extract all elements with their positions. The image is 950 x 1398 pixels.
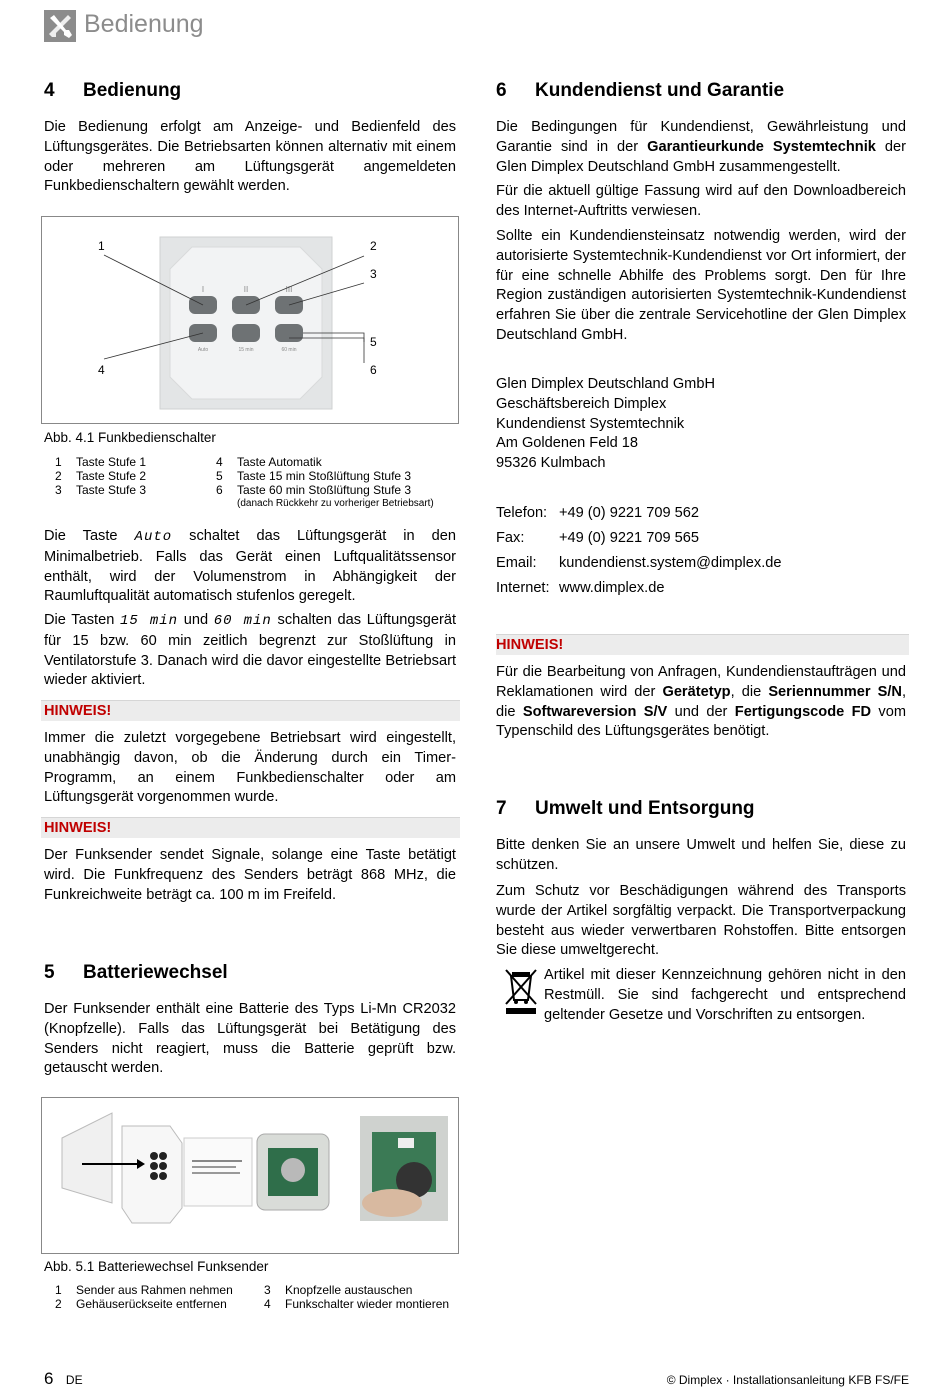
phone-value: +49 (0) 9221 709 562 [559,505,699,521]
legend-num: 2 [55,469,62,483]
legend-text: Taste Stufe 2 [76,469,147,483]
bold-span: Softwareversion S/V [522,703,668,720]
footer-right: © Dimplex · Installationsanleitung KFB FS/FE [666,1373,909,1387]
figure-4-legend-right [216,455,434,511]
address-line: Glen Dimplex Deutschland GmbH [496,376,715,392]
legend-text: Sender aus Rahmen nehmen [76,1283,233,1297]
legend-num: 2 [55,1297,62,1311]
tools-icon [44,10,76,42]
section-title: Umwelt und Entsorgung [535,798,755,819]
text-span: Die Tasten [44,612,115,628]
legend-text: Taste 60 min Stoßlüftung Stufe 3 [237,483,412,497]
contact-label: Fax: [496,530,525,546]
section-title: Bedienung [83,80,182,101]
s4-tasten-paragraph [44,611,456,691]
section-number: 4 [44,80,55,101]
s7-p3: Artikel mit dieser Kennzeichnung gehören nicht in den Restmüll. Sie sind fachgerecht und entsprechend geltender Gesetze und Vorschriften zu entsorgen. [544,967,906,1023]
figure-5-caption: Abb. 5.1 Batteriewechsel Funksender [44,1259,269,1274]
legend-text: Funkschalter wieder montieren [285,1297,450,1311]
address-block [496,375,715,474]
s5-text: Der Funksender enthält eine Batterie des Typs Li-Mn CR2032 (Knopfzelle). Falls das Lüftungsgerät bei Betätigung des Senders nicht reagiert, muss die Batterie geprüft bzw. getauscht werden. [44,1001,456,1077]
bold-span: Gerätetyp [662,683,731,700]
section-title: Kundendienst und Garantie [535,80,785,101]
callout-2: 2 [370,239,377,253]
text-span: der Glen Dimplex Deutschland GmbH zusammengestellt. [496,138,906,175]
callout-3: 3 [370,267,377,281]
address-line: Geschäftsbereich Dimplex [496,395,667,412]
legend-num: 3 [55,483,62,497]
s7-p1: Bitte denken Sie an unsere Umwelt und helfen Sie, diese zu schützen. [496,837,906,873]
s6-p2: Für die aktuell gültige Fassung wird auf den Downloadbereich des Internet-Auftritts verwiesen. [496,183,906,219]
email-link[interactable]: kundendienst.system@dimplex.de [559,555,782,571]
address-line: Kundendienst Systemtechnik [496,415,685,432]
legend-text: Taste Stufe 3 [76,483,147,497]
weee-bin-icon [503,966,539,1016]
label-top-2: II [243,285,249,294]
callout-6: 6 [370,363,377,377]
battery-change-illustration [42,1098,458,1253]
legend-text: Taste Stufe 1 [76,455,147,469]
section-7-heading [496,798,755,820]
section-4-heading [44,80,181,102]
s7-p2: Zum Schutz vor Beschädigungen während des Transports wurde der Artikel sorgfältig verpackt. Die Transportverpackung besteht aus wieder verwertbaren Rohstoffen. Bitte entsorgen Sie diese umweltgerecht. [496,883,906,959]
label-top-1: I [201,285,205,294]
bold-span: Fertigungscode FD [734,703,872,720]
hinweis-3-text [496,663,906,742]
address-line: 95326 Kulmbach [496,455,606,472]
switch-illustration [42,217,458,423]
footer-left [44,1369,83,1389]
legend-num: 4 [264,1297,271,1311]
section-number: 6 [496,80,507,101]
figure-4-caption: Abb. 4.1 Funkbedienschalter [44,430,216,445]
label-bottom-1: Auto [197,347,209,353]
fax-value: +49 (0) 9221 709 565 [559,530,699,546]
s6-p3: Sollte ein Kundendiensteinsatz notwendig werden, wird der autorisierte Systemtechnik-Kundendienst vor Ort informiert, der für eine schnelle Abhilfe des Problems sorgt. Den für Ihre Region zuständigen autorisierten Systemtechnik-Kundendienst erfahren Sie über die zentrale Servicehotline der Glen Dimplex Deutschland GmbH. [496,228,906,343]
address-line: Am Goldenen Feld 18 [496,435,638,452]
contact-label: Email: [496,555,537,571]
bold-span: Seriennummer S/N [768,683,902,700]
header-title: Bedienung [84,10,204,38]
hinweis-2-bar: HINWEIS! [41,817,460,838]
section-6-heading [496,80,784,102]
text-span: und [183,612,209,628]
label-bottom-2: 15 min [238,347,254,353]
label-top-3: III [285,285,293,294]
hinweis-1-text: Immer die zuletzt vorgegebene Betriebsart wird eingestellt, unabhängig davon, ob die Änderung durch ein Timer-Programm, an einem Funkbedienschalter oder am Lüftungsgerät vorgenommen wurde. [44,730,456,806]
contact-label: Internet: [496,580,550,596]
s4-auto-paragraph [44,527,456,607]
s6-p1 [496,118,906,177]
hinweis-3-bar: HINWEIS! [496,634,909,655]
legend-text: Taste 15 min Stoßlüftung Stufe 3 [237,469,412,483]
figure-4-legend-left [55,455,146,497]
legend-text: Knopfzelle austauschen [285,1283,413,1297]
contact-table [496,504,781,604]
legend-text: Gehäuserückseite entfernen [76,1297,227,1311]
text-span: und der [674,703,728,720]
figure-5-legend-left [55,1283,233,1311]
legend-num: 1 [55,455,62,469]
legend-num: 4 [216,455,223,469]
figure-funkbedienschalter [41,216,459,424]
legend-num: 3 [264,1283,271,1297]
figure-5-legend-right [264,1283,449,1311]
callout-5: 5 [370,335,377,349]
s4-intro: Die Bedienung erfolgt am Anzeige- und Bedienfeld des Lüftungsgerätes. Die Betriebsarten können alternativ mit einem oder mehreren am Lüftungsgerät angemeldeten Funkbedienschaltern gewählt werden. [44,119,456,195]
section-title: Batteriewechsel [83,962,228,983]
legend-text: Taste Automatik [237,455,322,469]
text-span: , die [496,683,906,720]
label-bottom-3: 60 min [281,347,297,353]
callout-4: 4 [98,363,105,377]
contact-label: Telefon: [496,505,548,521]
page-number: 6 [44,1369,54,1388]
text-span: Die Taste [44,528,118,544]
hinweis-2-text: Der Funksender sendet Signale, solange eine Taste betätigt wird. Die Funkfrequenz des Senders beträgt 868 MHz, die Funkreichweite beträgt ca. 100 m im Freifeld. [44,847,456,903]
text-span: , die [730,683,762,700]
text-span: schalten das Lüftungsgerät für 15 bzw. 60 min zeitlich begrenzt zur Stoßlüftung in Ventilatorstufe 3. Danach wird die davor eingestellte Betriebsart wieder aktiviert. [44,612,457,689]
text-span: Für die Bearbeitung von Anfragen, Kundendienstaufträgen und Reklamationen wird der [496,664,906,700]
page-header [44,8,344,44]
callout-1: 1 [98,239,105,253]
section-number: 5 [44,962,55,983]
website-link[interactable]: www.dimplex.de [559,580,665,596]
text-span: schaltet das Lüftungsgerät in den Minimalbetrieb. Falls das Gerät einen Luftqualitätssensor enthält, wird der Volumenstrom in Abhängigkeit der Raumluftqualität automatisch stufenlos geregelt. [44,528,456,605]
bold-span: Garantieurkunde Systemtechnik [647,138,876,155]
button-60min [275,324,303,342]
key-60min: 60 min [213,613,272,629]
legend-num: 6 [216,483,223,497]
figure-batteriewechsel [41,1097,459,1254]
section-5-heading [44,962,228,984]
legend-num: 1 [55,1283,62,1297]
button-15min [232,324,260,342]
legend-note: (danach Rückkehr zu vorheriger Betriebsart) [237,498,434,509]
hinweis-1-bar: HINWEIS! [41,700,460,721]
legend-num: 5 [216,469,223,483]
language-code: DE [65,1373,83,1387]
key-15min: 15 min [120,613,179,629]
key-auto: Auto [134,529,173,545]
text-span: Die Bedingungen für Kundendienst, Gewährleistung und Garantie sind in der [496,119,906,155]
section-number: 7 [496,798,507,819]
text-span: vom Typenschild des Lüftungsgerätes benötigt. [496,703,906,740]
